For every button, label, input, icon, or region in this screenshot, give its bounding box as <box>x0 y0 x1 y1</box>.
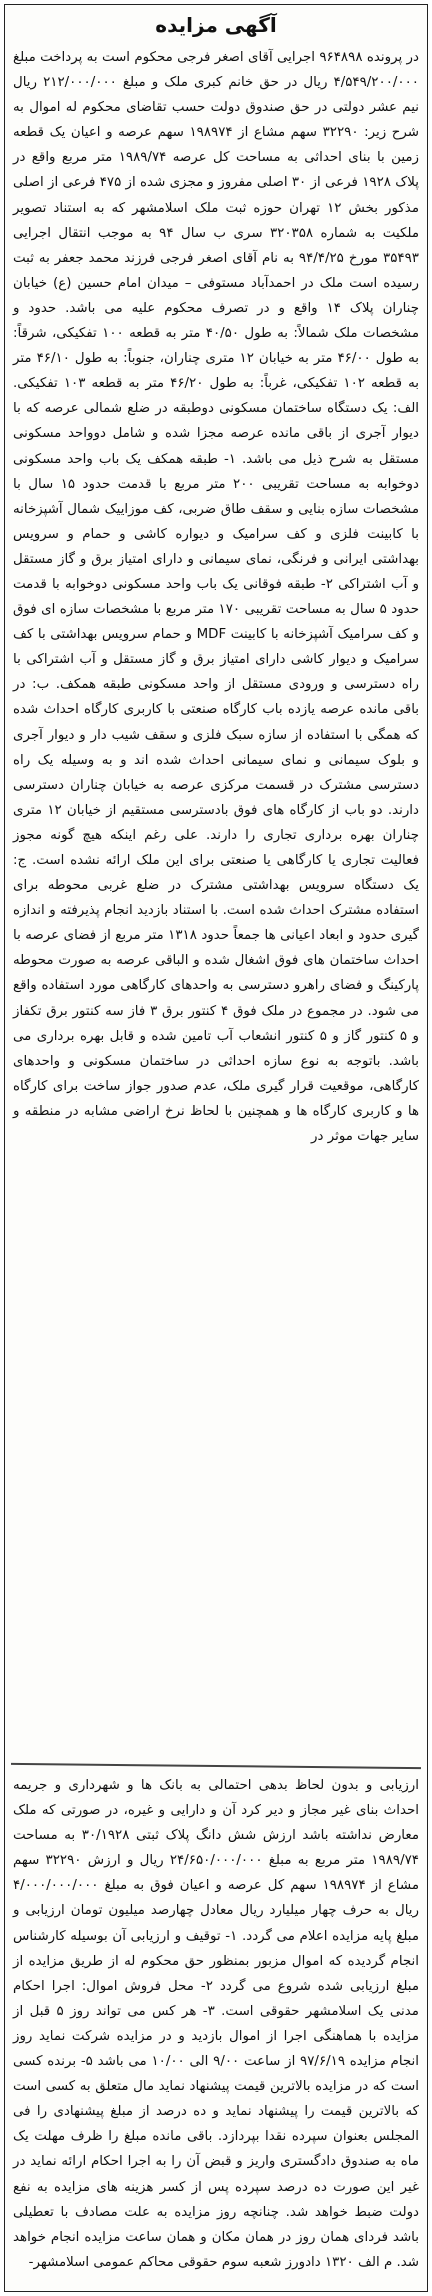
auction-notice <box>4 4 428 2292</box>
notice-title: آگهی مزایده <box>155 13 277 37</box>
notice-body-part-two: ارزیابی و بدون لحاظ بدهی احتمالی به بانک ها و شهرداری و جریمه احداث بنای غیر مجاز و دیر کرد آن و دارایی و غیره، در صورتی که ملک معارض نداشته باشد ارزش شش دانگ پلاک ثبتی ۳۰/۱۹۲۸ به مساحت ۱۹۸۹/۷۴ متر مربع به مبلغ ۲۴/۶۵۰/۰۰۰/۰۰۰ ریال و ارزش ۳۲۲۹۰ سهم مشاع از ۱۹۸۹۷۴ سهم کل عرصه و اعیان فوق به مبلغ ۴/۰۰۰/۰۰۰/۰۰۰ ریال به حرف چهار میلیارد ریال معادل چهارصد میلیون تومان ارزیابی و مبلغ پایه مزایده اعلام می گردد. ۱- توقیف و ارزیابی آن بوسیله کارشناس انجام گردیده که اموال مزبور بمنظور حق محکوم له از طریق مزایده از مبلغ ارزیابی شده شروع می گردد ۲- محل فروش اموال: اجرا احکام مدنی یک اسلامشهر حقوقی است. ۳- هر کس می تواند روز ۵ قبل از مزایده با هماهنگی اجرا از اموال بازدید و در مزایده شرکت نماید روز انجام مزایده ۹۷/۶/۱۹ از ساعت ۹/۰۰ الی ۱۰/۰۰ می باشد ۵- برنده کسی است که در مزایده بالاترین قیمت پیشنهاد نماید مال متعلق به کسی است که بالاترین قیمت را پیشنهاد نماید و ده درصد از مبلغ پیشنهادی را فی المجلس بعنوان سپرده نقدا بپردازد. باقی مانده مبلغ را ظرف مهلت یک ماه به صندوق دادگستری واریز و قبض آن را به اجرا احکام ارائه نماید در غیر این صورت ده درصد سپرده پس از کسر هزینه های مزایده به نفع دولت ضبط خواهد شد. چنانچه روز مزایده به علت مصادف با تعطیلی باشد فردای همان روز در همان مکان و همان ساعت مزایده انجام خواهد شد. م الف ۱۳۲۰ دادورز شعبه سوم حقوقی محاکم عمومی اسلامشهر- <box>13 1778 419 2270</box>
title-bar <box>5 5 427 45</box>
notice-body-part-one: در پرونده ۹۶۴۸۹۸ اجرایی آقای اصغر فرجی محکوم است به پرداخت مبلغ ۴/۵۴۹/۲۰۰/۰۰۰ ریال در حق خانم کبری ملک و مبلغ ۲۱۲/۰۰۰/۰۰۰ ریال نیم عشر دولتی در حق صندوق دولت حسب تقاضای محکوم له اموال به شرح زیر: ۳۲۲۹۰ سهم مشاع از ۱۹۸۹۷۴ سهم عرصه و اعیان یک قطعه زمین با بنای احداثی به مساحت کل عرصه ۱۹۸۹/۷۴ متر مربع واقع در پلاک ۱۹۲۸ فرعی از ۳۰ اصلی مفروز و مجزی شده از ۴۷۵ فرعی از اصلی مذکور بخش ۱۲ تهران حوزه ثبت ملک اسلامشهر که به استناد تصویر ملکیت به شماره ۳۲۰۳۵۸ سری ب سال ۹۴ به موجب انتقال اجرایی ۳۵۴۹۳ مورخ ۹۴/۴/۲۵ به نام آقای اصغر فرجی فرزند محمد جعفر به ثبت رسیده است ملک در احمدآباد مستوفی – میدان امام حسین (ع) خیابان چناران پلاک ۱۴ واقع و در تصرف محکوم علیه می باشد. حدود و مشخصات ملک شمالاً: به طول ۴۰/۵۰ متر به قطعه ۱۰۰ تفکیکی، شرقاً: به طول ۴۶/۰۰ متر به خیابان ۱۲ متری چناران، جنوباً: به طول ۴۶/۱۰ متر به قطعه ۱۰۲ تفکیکی، غرباً: به طول ۴۶/۲۰ متر به قطعه ۱۰۳ تفکیکی. الف: یک دستگاه ساختمان مسکونی دوطبقه در ضلع شمالی عرصه که با دیوار آجری از باقی مانده عرصه مجزا شده و شامل دوواحد مسکونی مستقل به شرح ذیل می باشد. ۱- طبقه همکف یک باب واحد مسکونی دوخوابه به مساحت تقریبی ۲۰۰ متر مربع با قدمت حدود ۱۵ سال با مشخصات سازه بنایی و سقف طاق ضربی، کف موزاییک شمال آشپزخانه با کابینت فلزی و کف سرامیک و دیواره کاشی و حمام و سرویس بهداشتی ایرانی و فرنگی، نمای سیمانی و دارای امتیاز برق و گاز مستقل و آب اشتراکی ۲- طبقه فوقانی یک باب واحد مسکونی دوخوابه با قدمت حدود ۵ سال به مساحت تقریبی ۱۷۰ متر مربع با مشخصات سازه ای فوق و کف سرامیک آشپزخانه با کابینت MDF و حمام سرویس بهداشتی با کف سرامیک و دیوار کاشی دارای امتیاز برق و گاز مستقل و آب اشتراکی با راه دسترسی و ورودی مستقل از واحد مسکونی طبقه همکف. ب: در باقی مانده عرصه یازده باب کارگاه صنعتی با کاربری کارگاه احداث شده که همگی با استفاده از سازه سبک فلزی و سقف شیب دار و دیوار آجری و بلوک سیمانی و نمای سیمانی احداث شده اند و به وسیله یک راه دسترسی مشترک در قسمت مرکزی عرصه به خیابان چناران دسترسی دارند. دو باب از کارگاه های فوق بادسترسی مستقیم از خیابان ۱۲ متری چناران بهره برداری تجاری را دارند. علی رغم اینکه هیچ گونه مجوز فعالیت تجاری یا کارگاهی یا صنعتی برای این ملک ارائه نشده است. ج: یک دستگاه سرویس بهداشتی مشترک در ضلع غربی محوطه برای استفاده مشترک احداث شده است. با استناد بازدید انجام پذیرفته و اندازه گیری حدود و ابعاد اعیانی ها جمعاً حدود ۱۳۱۸ متر مربع از فضای عرصه با احداث ساختمان های فوق اشغال شده و الباقی عرصه به صورت محوطه پارکینگ و فضای راهرو دسترسی به واحدهای کارگاهی مورد استفاده واقع می شود. در مجموع در ملک فوق ۴ کنتور برق ۳ فاز سه کنتور برق تکفاز و ۵ کنتور گاز و ۵ کنتور انشعاب آب تامین شده و قابل بهره برداری می باشد. باتوجه به نوع سازه احداثی در ساختمان مسکونی و واحدهای کارگاهی، موقعیت قرار گیری ملک، عدم صدور جواز ساخت برای کارگاه ها و کاربری کارگاه ها و همچنین با لحاظ نرخ اراضی مشابه در منطقه و سایر جهات موثر در <box>13 50 420 1145</box>
